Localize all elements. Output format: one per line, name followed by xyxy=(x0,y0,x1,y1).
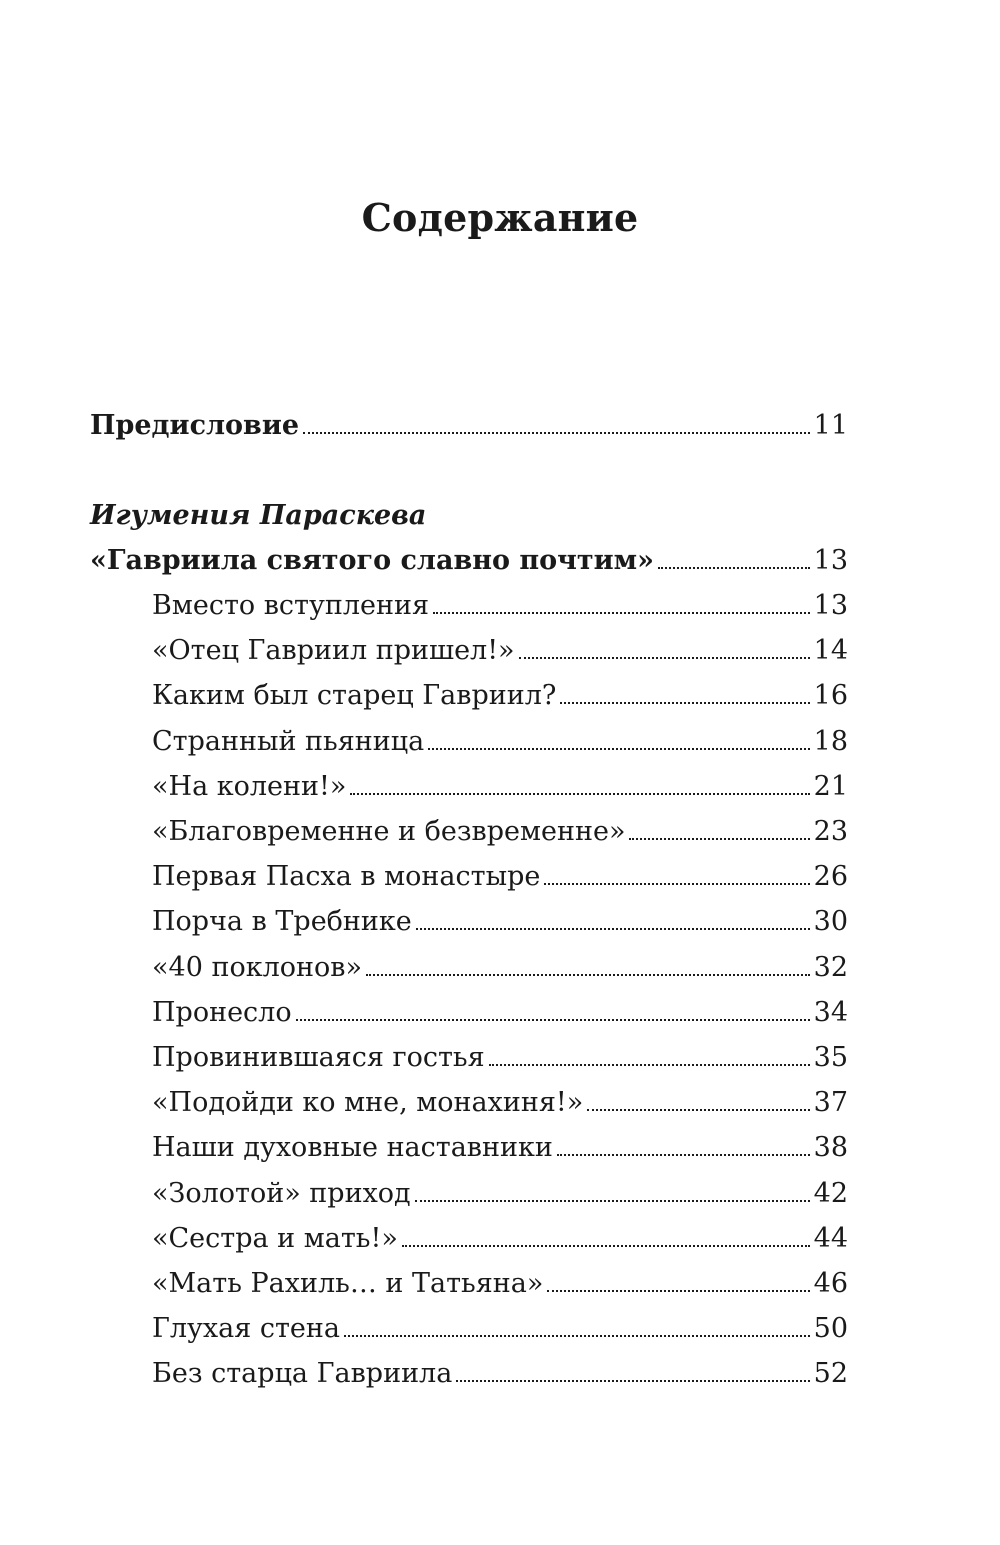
toc-entry[interactable] xyxy=(152,995,848,1031)
toc-entry-page: 50 xyxy=(813,1313,848,1344)
toc-entry-label: Порча в Требнике xyxy=(152,906,412,937)
toc-entry[interactable] xyxy=(152,769,848,805)
toc-entry[interactable] xyxy=(152,724,848,760)
dot-leader xyxy=(303,432,810,434)
dot-leader xyxy=(587,1109,809,1111)
toc-entry[interactable] xyxy=(152,588,848,624)
dot-leader xyxy=(629,838,809,840)
toc-entry-page: 34 xyxy=(813,997,848,1028)
dot-leader xyxy=(560,702,809,704)
toc-entry[interactable] xyxy=(152,950,848,986)
dot-leader xyxy=(658,567,810,569)
toc-entry[interactable] xyxy=(152,1040,848,1076)
toc-entry-page: 13 xyxy=(813,545,848,576)
dot-leader xyxy=(428,748,809,750)
toc-entry[interactable] xyxy=(152,633,848,669)
dot-leader xyxy=(547,1290,809,1292)
toc-entry-label: Без старца Гавриила xyxy=(152,1358,453,1389)
toc-entry[interactable] xyxy=(152,1085,848,1121)
toc-entry-page: 13 xyxy=(813,590,848,621)
dot-leader xyxy=(489,1064,810,1066)
toc-entry-label: Пронесло xyxy=(152,997,292,1028)
toc-entry-page: 26 xyxy=(813,861,848,892)
toc-entry[interactable] xyxy=(152,1130,848,1166)
dot-leader xyxy=(344,1335,810,1337)
page-title: Содержание xyxy=(361,195,639,241)
toc-entry-page: 37 xyxy=(813,1087,848,1118)
toc-entry[interactable] xyxy=(152,859,848,895)
toc-entry-label: «Золотой» приход xyxy=(152,1178,411,1209)
toc-entry-label: Предисловие xyxy=(90,410,300,441)
toc-entry-page: 30 xyxy=(813,906,848,937)
toc-entry-page: 32 xyxy=(813,952,848,983)
toc-entry-label: «Сестра и мать!» xyxy=(152,1223,398,1254)
author-heading: Игумения Параскева xyxy=(90,500,427,531)
toc-entry-label: «Гавриила святого славно почтим» xyxy=(90,545,654,576)
toc-entry-label: Вместо вступления xyxy=(152,590,430,621)
toc-entry-label: «На колени!» xyxy=(152,771,347,802)
toc-entry-label: «Мать Рахиль… и Татьяна» xyxy=(152,1268,544,1299)
toc-entry-page: 16 xyxy=(813,680,848,711)
toc-entry[interactable] xyxy=(152,904,848,940)
toc-entry-label: Первая Пасха в монастыре xyxy=(152,861,541,892)
toc-entry-page: 52 xyxy=(813,1358,848,1389)
toc-entry-page: 18 xyxy=(813,726,848,757)
dot-leader xyxy=(416,928,810,930)
toc-entry-label: Странный пьяница xyxy=(152,726,425,757)
toc-entry-page: 42 xyxy=(813,1178,848,1209)
toc-entry-page: 38 xyxy=(813,1132,848,1163)
dot-leader xyxy=(402,1245,810,1247)
toc-entry-label: «40 поклонов» xyxy=(152,952,362,983)
dot-leader xyxy=(415,1200,810,1202)
toc-entry-page: 46 xyxy=(813,1268,848,1299)
dot-leader xyxy=(296,1019,810,1021)
toc-entry-preface[interactable] xyxy=(90,408,848,444)
toc-entry-page: 23 xyxy=(813,816,848,847)
toc-entry[interactable] xyxy=(152,1356,848,1392)
toc-entry-page: 35 xyxy=(813,1042,848,1073)
toc-entry-label: «Благовременне и безвременне» xyxy=(152,816,626,847)
dot-leader xyxy=(433,612,810,614)
toc-entry-label: Провинившаяся гостья xyxy=(152,1042,485,1073)
toc-entry-page: 44 xyxy=(813,1223,848,1254)
toc-entry[interactable] xyxy=(152,1266,848,1302)
toc-entry-label: «Отец Гавриил пришел!» xyxy=(152,635,515,666)
toc-entry[interactable] xyxy=(152,814,848,850)
toc-entry[interactable] xyxy=(152,1176,848,1212)
toc-entry-page: 11 xyxy=(813,410,848,441)
dot-leader xyxy=(456,1380,809,1382)
dot-leader xyxy=(519,657,810,659)
dot-leader xyxy=(557,1154,810,1156)
toc-entry-label: Глухая стена xyxy=(152,1313,340,1344)
toc-entry-label: Каким был старец Гавриил? xyxy=(152,680,557,711)
toc-entry-part[interactable] xyxy=(90,543,848,579)
toc-entry-page: 21 xyxy=(813,771,848,802)
dot-leader xyxy=(366,974,810,976)
toc-entry-label: «Подойди ко мне, монахиня!» xyxy=(152,1087,584,1118)
toc-entry-page: 14 xyxy=(813,635,848,666)
toc-entry[interactable] xyxy=(152,1311,848,1347)
dot-leader xyxy=(350,793,809,795)
toc-entry-label: Наши духовные наставники xyxy=(152,1132,553,1163)
dot-leader xyxy=(544,883,809,885)
toc-entry[interactable] xyxy=(152,678,848,714)
toc-entry[interactable] xyxy=(152,1221,848,1257)
